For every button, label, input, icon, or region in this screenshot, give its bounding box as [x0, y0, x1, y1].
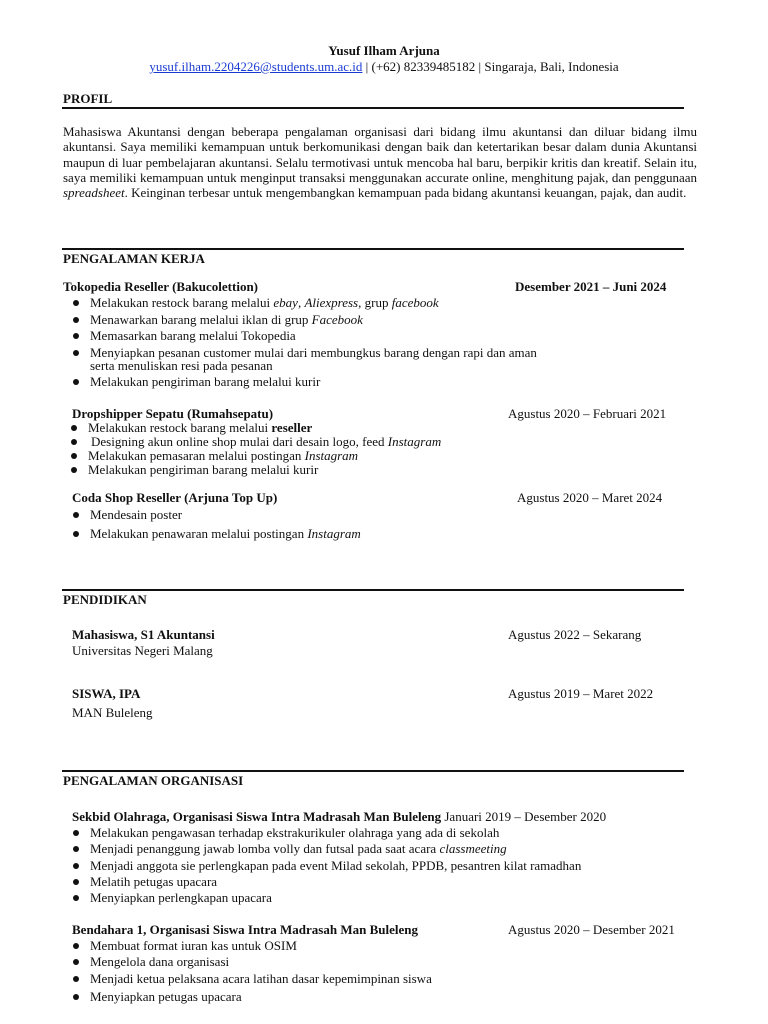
contact-details: | (+62) 82339485182 | Singaraja, Bali, Indonesia: [362, 59, 619, 74]
education-degree: Mahasiswa, S1 Akuntansi: [72, 627, 215, 642]
bullet-icon: [71, 467, 77, 473]
education-school: Universitas Negeri Malang: [72, 643, 213, 658]
job-date: Desember 2021 – Juni 2024: [515, 279, 667, 294]
bullet-icon: [73, 379, 79, 385]
job-date: Agustus 2020 – Februari 2021: [508, 406, 667, 421]
section-divider: [62, 107, 684, 109]
organization-date: Agustus 2020 – Desember 2021: [508, 922, 675, 937]
bullet-icon: [73, 300, 79, 306]
bullet-icon: [73, 959, 79, 965]
bullet-icon: [73, 512, 79, 518]
bullet-icon: [73, 943, 79, 949]
resume-name: Yusuf Ilham Arjuna: [328, 43, 440, 58]
bullet-icon: [71, 453, 77, 459]
job-date: Agustus 2020 – Maret 2024: [517, 490, 663, 505]
bullet-icon: [71, 439, 77, 445]
section-title-work: PENGALAMAN KERJA: [63, 251, 205, 266]
organization-role: Bendahara 1, Organisasi Siswa Intra Madrasah Man Buleleng: [72, 922, 418, 937]
education-date: Agustus 2022 – Sekarang: [508, 627, 642, 642]
section-divider: [62, 248, 684, 250]
bullet-icon: [73, 333, 79, 339]
job-title: Dropshipper Sepatu (Rumahsepatu): [72, 406, 274, 421]
bullet-icon: [73, 895, 79, 901]
organization-role: Sekbid Olahraga, Organisasi Siswa Intra Madrasah Man Buleleng: [72, 809, 442, 824]
bullet-icon: [71, 425, 77, 431]
job-title: Tokopedia Reseller (Bakucolettion): [63, 279, 259, 294]
bullet-icon: [73, 830, 79, 836]
section-divider: [62, 589, 684, 591]
organization-date: Januari 2019 – Desember 2020: [441, 809, 607, 824]
organization-title-line: [72, 809, 606, 825]
section-divider: [62, 770, 684, 772]
job-title: Coda Shop Reseller (Arjuna Top Up): [72, 490, 278, 505]
bullet-icon: [73, 531, 79, 537]
profile-paragraph: Mahasiswa Akuntansi dengan beberapa pengalaman organisasi dari bidang ilmu akuntansi dan diluar bidang ilmu akuntansi. Saya memiliki kemampuan untuk berkomunikasi dengan baik dan ketertarikan besar dalam dunia Akuntansi maupun di luar pembelajaran akuntansi. Selalu termotivasi untuk mencoba hal baru, berpikir kritis dan kreatif. Selain itu, saya memiliki kemampuan untuk menginput transaksi menggunakan accurate online, menghitung pajak, dan penggunaan spreadsheet. Keinginan terbesar untuk mengembangkan kemampuan pada bidang akuntansi keuangan, pajak, dan audit.: [63, 124, 697, 201]
list-item-continuation: serta menuliskan resi pada pesanan: [90, 358, 273, 373]
bullet-icon: [73, 994, 79, 1000]
education-school: MAN Buleleng: [72, 705, 153, 720]
bullet-icon: [73, 350, 79, 356]
contact-line: [0, 59, 768, 75]
bullet-icon: [73, 846, 79, 852]
section-title-education: PENDIDIKAN: [63, 592, 147, 607]
bullet-icon: [73, 976, 79, 982]
bullet-icon: [73, 863, 79, 869]
section-title-profile: PROFIL: [63, 91, 113, 106]
section-title-organization: PENGALAMAN ORGANISASI: [63, 773, 244, 788]
email-link[interactable]: yusuf.ilham.2204226@students.um.ac.id: [149, 59, 363, 74]
bullet-icon: [73, 317, 79, 323]
education-date: Agustus 2019 – Maret 2022: [508, 686, 654, 701]
education-degree: SISWA, IPA: [72, 686, 141, 701]
bullet-icon: [73, 879, 79, 885]
